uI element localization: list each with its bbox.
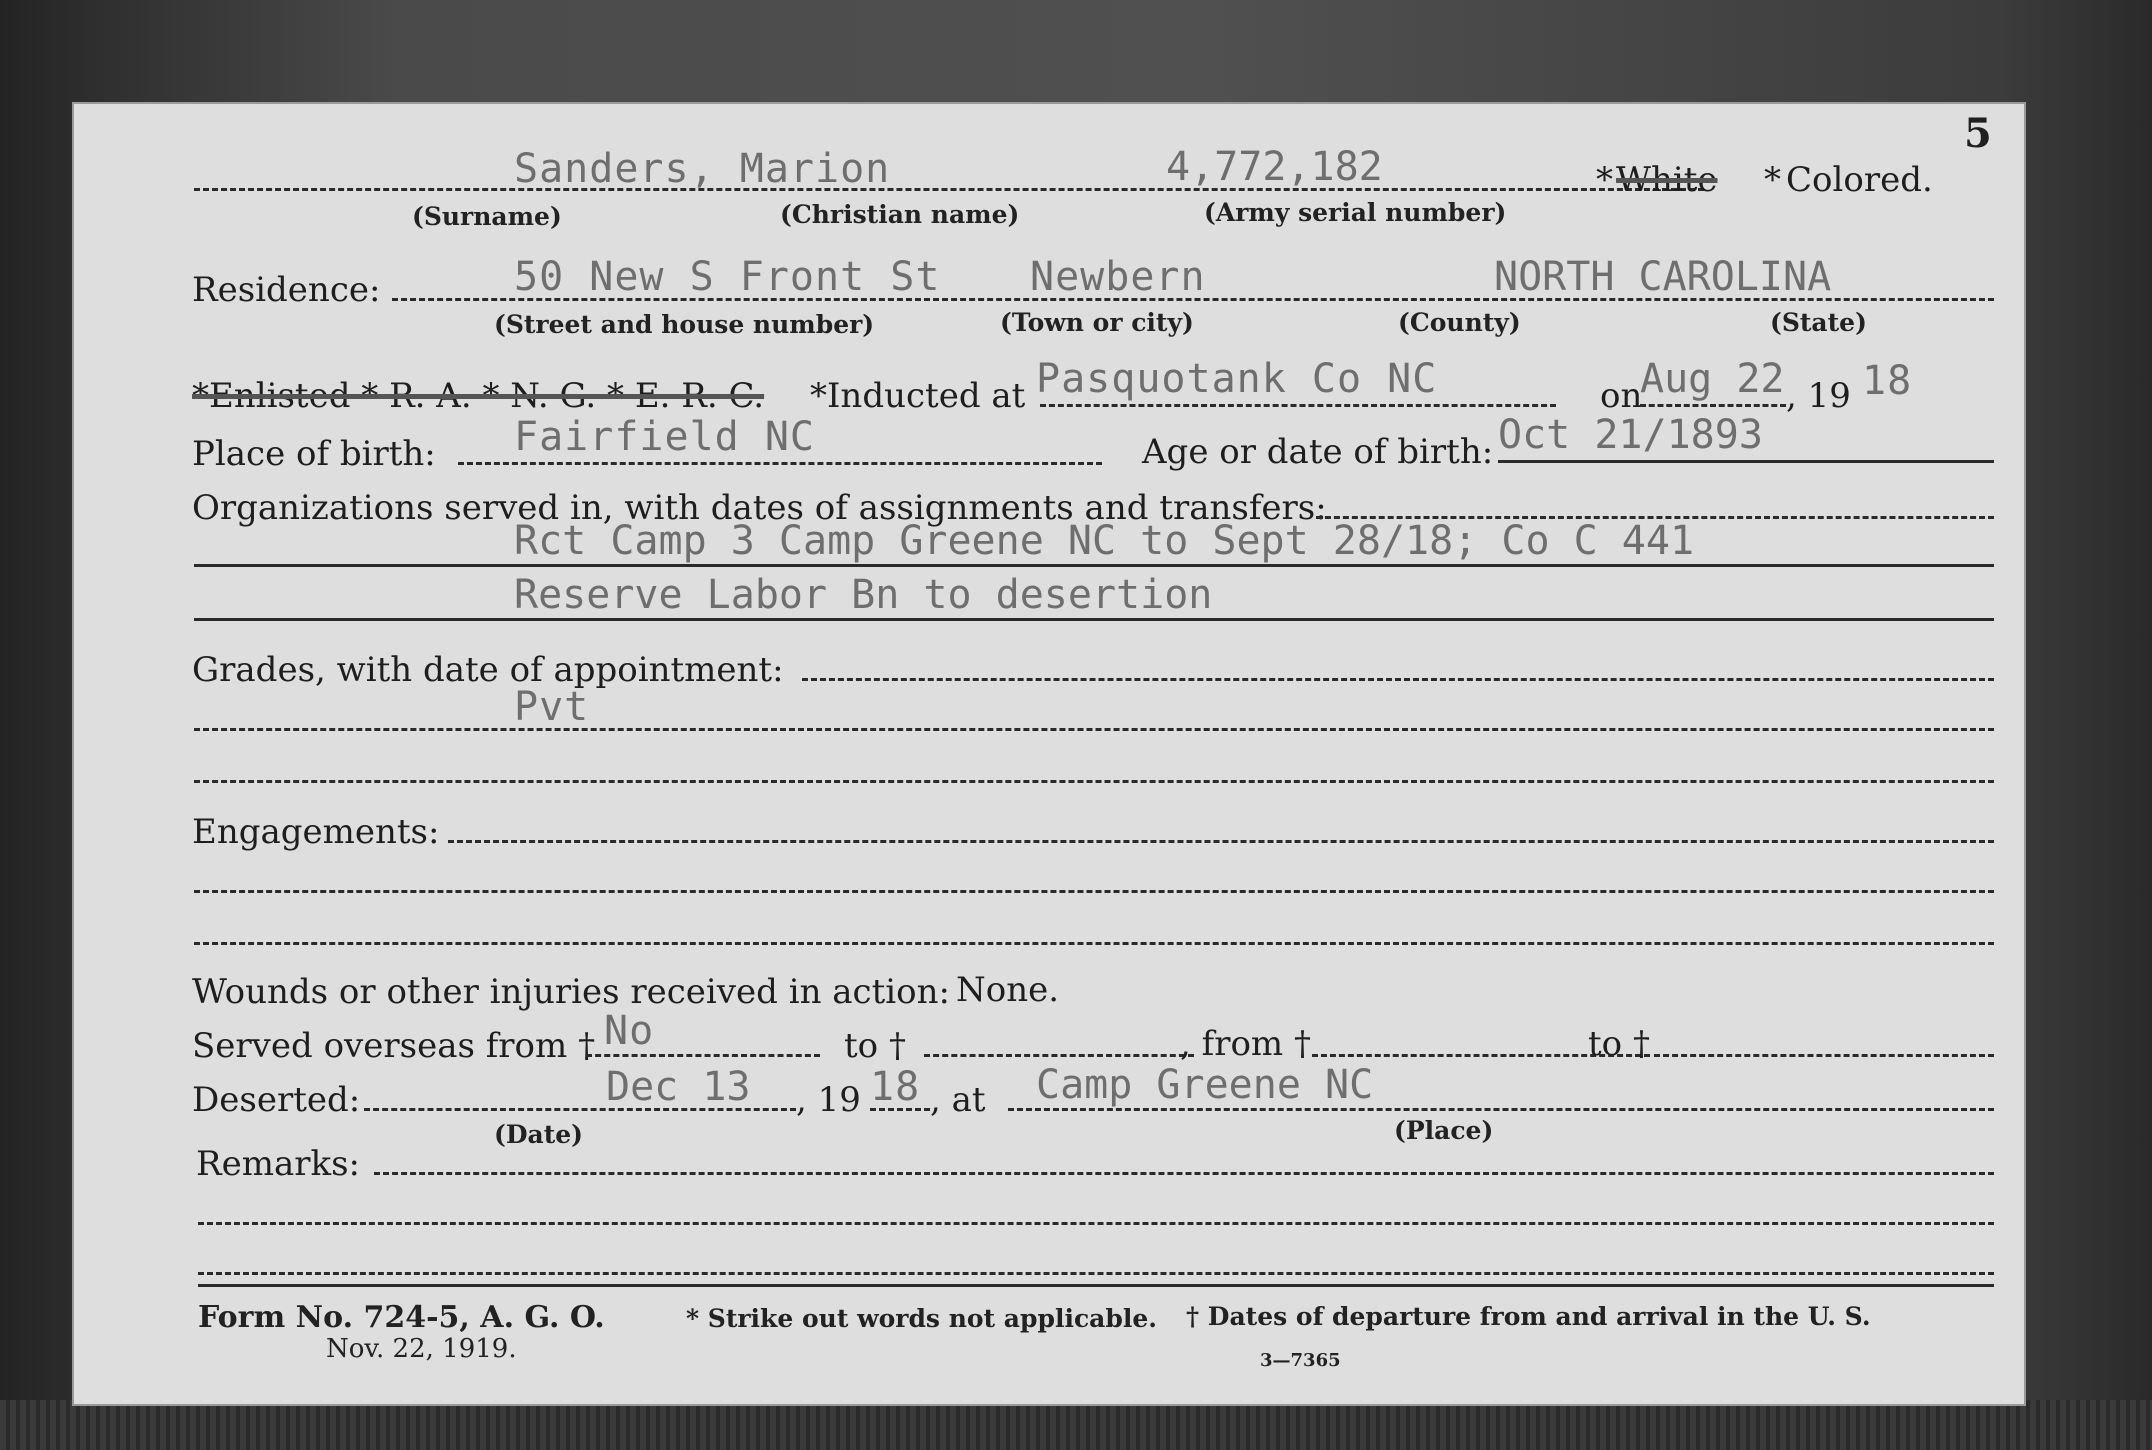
print-code: 3—7365 <box>1260 1350 1341 1371</box>
deserted-label: Deserted: <box>192 1080 361 1120</box>
wounds-value: None. <box>956 970 1060 1010</box>
engagements-line-2 <box>194 942 1994 945</box>
remarks-label: Remarks: <box>196 1144 360 1184</box>
form-date: Nov. 22, 1919. <box>326 1334 517 1364</box>
induction-year: 18 <box>1862 358 1913 404</box>
induction-year-prefix: , 19 <box>1786 376 1851 416</box>
race-white-struck: White <box>1616 160 1718 200</box>
serial-caption: (Army serial number) <box>1204 198 1507 227</box>
deserted-year: 18 <box>870 1064 921 1110</box>
deserted-year-prefix: , 19 <box>796 1080 861 1120</box>
remarks-line-0 <box>374 1172 1994 1175</box>
race-asterisk-white: * <box>1596 160 1613 200</box>
overseas-to1-line <box>924 1054 1194 1057</box>
name-value: Sanders, Marion <box>514 146 891 192</box>
town-caption: (Town or city) <box>1000 308 1194 337</box>
remarks-line-1 <box>198 1222 1994 1225</box>
overseas-label: Served overseas from † <box>192 1026 596 1066</box>
inducted-label: *Inducted at <box>810 376 1026 416</box>
on-label: on <box>1600 376 1643 416</box>
age-label: Age or date of birth: <box>1142 432 1494 472</box>
overseas-to1-label: to † <box>844 1026 906 1066</box>
organizations-line1-value: Rct Camp 3 Camp Greene NC to Sept 28/18; Co C 441 <box>514 518 1695 564</box>
race-asterisk-colored: * <box>1764 160 1781 200</box>
strike-note: * Strike out words not applicable. <box>686 1304 1157 1333</box>
overseas-to2-label: to † <box>1588 1024 1650 1064</box>
place-of-birth-value: Fairfield NC <box>514 414 815 460</box>
overseas-from2-label: , from † <box>1180 1024 1311 1064</box>
grades-line-1 <box>194 728 1994 731</box>
deserted-place-line <box>1008 1108 1994 1111</box>
organizations-line-2 <box>194 618 1994 621</box>
organizations-line-1 <box>194 564 1994 567</box>
deserted-place-caption: (Place) <box>1394 1116 1494 1145</box>
deserted-date-caption: (Date) <box>494 1120 583 1149</box>
residence-street: 50 New S Front St <box>514 254 941 300</box>
deserted-at-label: , at <box>930 1080 986 1120</box>
inducted-line <box>1040 404 1556 407</box>
age-line <box>1498 460 1994 463</box>
grades-line-0 <box>802 678 1994 681</box>
dates-note: † Dates of departure from and arrival in the U. S. <box>1186 1302 1871 1331</box>
name-line <box>194 188 1704 191</box>
age-value: Oct 21/1893 <box>1498 412 1763 458</box>
overseas-to2-line <box>1654 1054 1994 1057</box>
page-number: 5 <box>1964 110 1992 157</box>
grades-label: Grades, with date of appointment: <box>192 650 784 690</box>
inducted-place: Pasquotank Co NC <box>1036 356 1438 402</box>
race-colored: Colored. <box>1786 160 1933 200</box>
grades-line-2 <box>194 780 1994 783</box>
street-caption: (Street and house number) <box>494 310 875 339</box>
grades-value: Pvt <box>514 684 590 730</box>
state-caption: (State) <box>1770 308 1867 337</box>
form-number: Form No. 724-5, A. G. O. <box>198 1300 605 1335</box>
christian-name-caption: (Christian name) <box>780 200 1020 229</box>
overseas-from-line <box>586 1054 820 1057</box>
surname-caption: (Surname) <box>412 202 562 231</box>
remarks-line-3 <box>198 1284 1994 1287</box>
engagements-line-1 <box>194 890 1994 893</box>
county-caption: (County) <box>1398 308 1521 337</box>
induction-date-line <box>1640 404 1786 407</box>
serial-value: 4,772,182 <box>1166 144 1383 190</box>
engagements-label: Engagements: <box>192 812 440 852</box>
deserted-date: Dec 13 <box>606 1064 751 1110</box>
enlisted-struck-text: *Enlisted * R. A. * N. G. * E. R. C. <box>192 376 765 416</box>
induction-date: Aug 22 <box>1640 356 1785 402</box>
engagements-line-0 <box>448 840 1994 843</box>
overseas-value: No <box>604 1008 655 1054</box>
remarks-line-2 <box>198 1272 1994 1275</box>
deserted-place: Camp Greene NC <box>1036 1062 1374 1108</box>
place-of-birth-line <box>458 462 1102 465</box>
organizations-label: Organizations served in, with dates of assignments and transfers: <box>192 488 1327 528</box>
place-of-birth-label: Place of birth: <box>192 434 436 474</box>
service-record-card <box>74 104 2024 1404</box>
organizations-line2-value: Reserve Labor Bn to desertion <box>514 572 1213 618</box>
wounds-label: Wounds or other injuries received in action: <box>192 972 950 1012</box>
residence-label: Residence: <box>192 270 381 310</box>
residence-town: Newbern <box>1030 254 1206 300</box>
residence-state: NORTH CAROLINA <box>1494 254 1832 300</box>
